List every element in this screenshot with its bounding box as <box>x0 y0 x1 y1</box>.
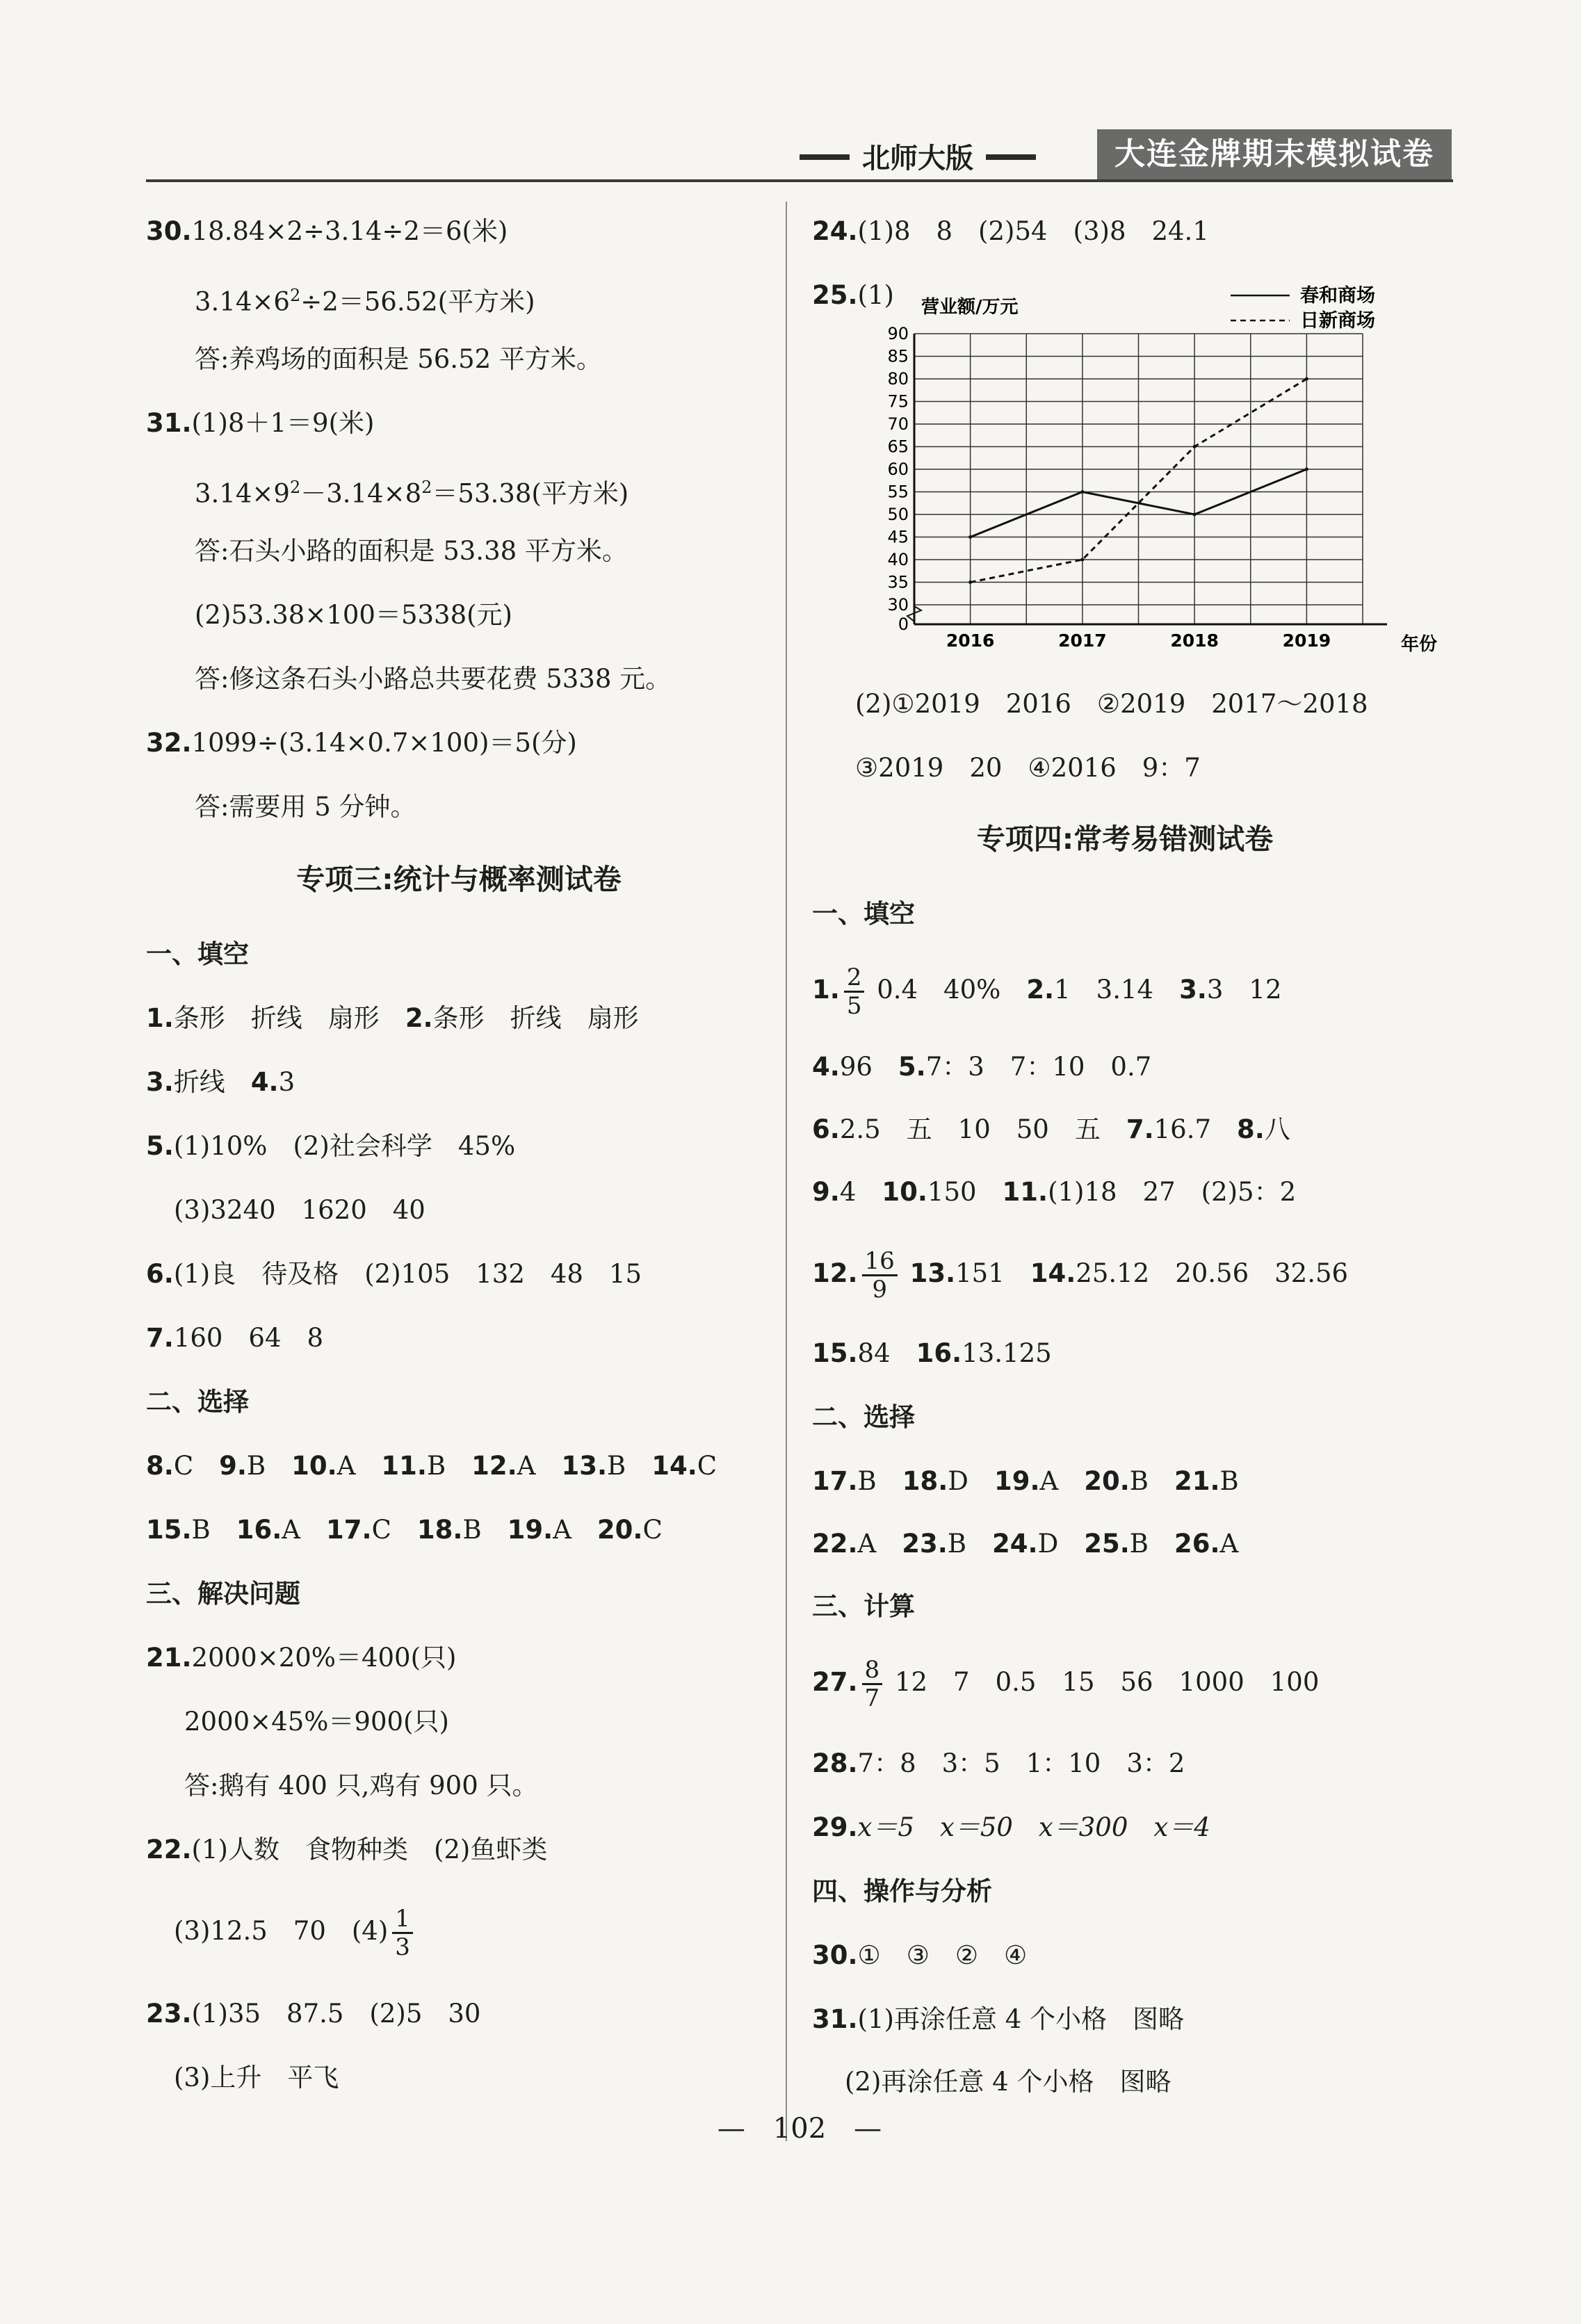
q30r-line <box>812 1938 1027 1973</box>
s4-ans14: 25.12 20.56 32.56 <box>1076 1258 1349 1288</box>
s4-part3-heading: 三、计算 <box>812 1591 915 1621</box>
q31-text1: (1)8＋1＝9(米) <box>191 408 375 438</box>
s3-num4: 4. <box>250 1067 279 1097</box>
q32-answer: 答:需要用 5 分钟。 <box>195 792 416 822</box>
s3-num5: 5. <box>146 1131 174 1161</box>
edition-bar-right <box>986 154 1036 160</box>
s4-ans8: 八 <box>1264 1114 1290 1144</box>
s4-ans11: (1)18 27 (2)5：2 <box>1048 1177 1297 1207</box>
q24-text: (1)8 8 (2)54 (3)8 24.1 <box>857 216 1209 246</box>
s3c1-ans-2: A <box>337 1451 382 1481</box>
q29-number: 29. <box>812 1812 858 1842</box>
s4-ans10: 150 <box>927 1177 1003 1207</box>
q31r-line2: (2)再涂任意 4 个小格 图略 <box>845 2067 1171 2097</box>
q23-line2: (3)上升 平飞 <box>174 2063 339 2093</box>
q31-l2sup2: 2 <box>421 478 432 497</box>
s4-ans15: 84 <box>857 1338 916 1368</box>
s4-num5: 5. <box>898 1052 926 1082</box>
ytick-40: 40 <box>887 550 909 569</box>
s4-num2: 2. <box>1026 975 1055 1005</box>
s4c2-num-2: 24. <box>992 1529 1038 1559</box>
q31-l2sup1: 2 <box>289 478 301 497</box>
ytick-80: 80 <box>887 369 909 389</box>
s3c1-num-4: 12. <box>471 1451 517 1481</box>
q21-line1 <box>146 1641 456 1675</box>
ytick-55: 55 <box>887 482 909 502</box>
q30r-text: ① ③ ② ④ <box>857 1940 1028 1970</box>
q25-line3: ③2019 20 ④2016 9：7 <box>855 753 1201 783</box>
s3c2-ans-0: B <box>191 1515 236 1545</box>
q30-l2a: 3.14×6 <box>195 286 290 317</box>
q30-l2b: ÷2＝56.52(平方米) <box>300 286 535 317</box>
q22-text2: (3)12.5 70 (4) <box>174 1916 389 1946</box>
s4c1-num-2: 19. <box>994 1466 1040 1496</box>
s3c1-ans-6: C <box>697 1451 743 1481</box>
s3-fill-line4: (3)3240 1620 40 <box>174 1195 425 1225</box>
s3c2-num-2: 17. <box>326 1515 372 1545</box>
s4-q12-frac-den: 9 <box>872 1276 887 1303</box>
ytick-30: 30 <box>887 595 909 615</box>
series-1-point-0 <box>968 580 972 584</box>
s4c2-ans-2: D <box>1037 1529 1085 1559</box>
q21-line2: 2000×45%＝900(只) <box>184 1707 449 1737</box>
ytick-90: 90 <box>887 324 909 343</box>
s4-ans1: 0.4 40% <box>877 975 1027 1005</box>
s3-ans3: 折线 <box>173 1067 251 1097</box>
q27-text: 12 7 0.5 15 56 1000 100 <box>894 1667 1320 1697</box>
s4-q1-frac-den: 5 <box>846 992 862 1020</box>
s4-ans16: 13.125 <box>962 1338 1052 1368</box>
q30-text1: 18.84×2÷3.14÷2＝6(米) <box>191 216 508 246</box>
q31-l2b: －3.14×8 <box>300 478 422 509</box>
q30r-number: 30. <box>812 1940 858 1970</box>
s4c2-num-4: 26. <box>1174 1529 1220 1559</box>
q27-fraction <box>862 1657 883 1712</box>
s4-num15: 15. <box>812 1338 858 1368</box>
s4-part4-heading: 四、操作与分析 <box>812 1876 992 1906</box>
series-0-point-1 <box>1080 490 1084 494</box>
chart-axes <box>907 334 1387 624</box>
s3c1-num-5: 13. <box>561 1451 607 1481</box>
edition-bar-left <box>800 154 850 160</box>
q31-number: 31. <box>146 408 192 438</box>
series-0-point-2 <box>1193 513 1197 517</box>
s4-ans4: 96 <box>839 1052 898 1082</box>
ytick-65: 65 <box>887 437 909 457</box>
s4c2-num-0: 22. <box>812 1529 858 1559</box>
s3c2-num-1: 16. <box>236 1515 282 1545</box>
s4-part2-heading: 二、选择 <box>812 1402 915 1432</box>
s4-num11: 11. <box>1002 1177 1048 1207</box>
q28-number: 28. <box>812 1748 858 1778</box>
s4-num14: 14. <box>1030 1258 1076 1288</box>
s4-num9: 9. <box>812 1177 840 1207</box>
xtick-2018: 2018 <box>1170 631 1219 651</box>
chart-ylabel: 营业额/万元 <box>921 297 1019 318</box>
s3-fill-line5 <box>146 1257 642 1292</box>
q28-text: 7：8 3：5 1：10 3：2 <box>857 1748 1185 1778</box>
chart-xlabel: 年份 <box>1401 634 1438 655</box>
s4-fill-line2 <box>812 1050 1151 1084</box>
ytick-0: 0 <box>898 615 909 634</box>
s3c2-ans-5: C <box>642 1515 688 1545</box>
series-0-point-0 <box>968 535 972 539</box>
q30-l2sup: 2 <box>289 286 301 305</box>
q31r-line1 <box>812 2002 1184 2037</box>
s3-fill-line1 <box>146 1001 639 1036</box>
s4-q12-fraction <box>862 1248 898 1303</box>
s4c2-num-3: 25. <box>1084 1529 1130 1559</box>
s3-num3: 3. <box>146 1067 174 1097</box>
s3c1-num-2: 10. <box>291 1451 337 1481</box>
s4c2-ans-3: B <box>1129 1529 1174 1559</box>
q27-line <box>812 1655 1319 1712</box>
s4-fill-line4 <box>812 1175 1296 1210</box>
q22-line2 <box>174 1903 417 1960</box>
s3c2-num-4: 19. <box>507 1515 553 1545</box>
s3-num1: 1. <box>146 1003 174 1033</box>
sales-line-chart <box>852 264 1443 660</box>
edition-label <box>800 133 1036 175</box>
s4c1-ans-3: B <box>1129 1466 1174 1496</box>
q22-fraction <box>392 1905 413 1960</box>
q22-text1: (1)人数 食物种类 (2)鱼虾类 <box>191 1835 548 1864</box>
s4-fill-line5 <box>812 1246 1348 1303</box>
s3c2-ans-3: B <box>462 1515 508 1545</box>
s3c1-num-3: 11. <box>381 1451 427 1481</box>
chart-yticks <box>887 324 909 634</box>
series-0-point-3 <box>1305 468 1308 471</box>
q31-answer2: 答:修这条石头小路总共要花费 5338 元。 <box>195 664 672 694</box>
s3-num6: 6. <box>146 1259 174 1289</box>
q27-frac-den: 7 <box>864 1684 880 1712</box>
s4c1-num-1: 18. <box>902 1466 948 1496</box>
q23-number: 23. <box>146 1999 192 2029</box>
ytick-60: 60 <box>887 460 909 479</box>
s4c2-num-1: 23. <box>902 1529 948 1559</box>
q31-line4: (2)53.38×100＝5338(元) <box>195 600 512 630</box>
series-1-point-1 <box>1080 558 1084 562</box>
s4c1-ans-0: B <box>857 1466 902 1496</box>
q31r-number: 31. <box>812 2004 858 2034</box>
q30-answer: 答:养鸡场的面积是 56.52 平方米。 <box>195 344 602 374</box>
s3-ans4: 3 <box>278 1067 295 1097</box>
s4-ans6: 2.5 五 10 50 五 <box>839 1114 1126 1144</box>
s4-fill-line3 <box>812 1112 1290 1147</box>
s3c1-num-1: 9. <box>219 1451 247 1481</box>
q23-text1: (1)35 87.5 (2)5 30 <box>191 1999 481 2029</box>
s3c2-ans-1: A <box>282 1515 327 1545</box>
q25-number: 25. <box>812 280 858 310</box>
s4c1-ans-2: A <box>1039 1466 1085 1496</box>
series-1-point-2 <box>1193 445 1197 448</box>
s3-ans2: 条形 折线 扇形 <box>432 1003 639 1033</box>
page-number: — 102 — <box>717 2113 882 2145</box>
s3c1-ans-5: B <box>607 1451 652 1481</box>
s3c2-num-3: 18. <box>416 1515 463 1545</box>
s4-num16: 16. <box>916 1338 962 1368</box>
s4c2-ans-1: B <box>947 1529 993 1559</box>
s4-num3: 3. <box>1179 975 1207 1005</box>
legend-label-1: 日新商场 <box>1300 310 1375 332</box>
s4-fill-line1 <box>812 962 1282 1019</box>
section3-title: 专项三:统计与概率测试卷 <box>296 863 622 896</box>
q31-answer1: 答:石头小路的面积是 53.38 平方米。 <box>195 536 628 566</box>
s4-num12: 12. <box>812 1258 858 1288</box>
s4-q1-frac-num: 2 <box>844 964 865 993</box>
ytick-45: 45 <box>887 527 909 547</box>
q31-l2c: ＝53.38(平方米) <box>432 478 629 509</box>
xtick-2016: 2016 <box>946 631 995 651</box>
s4-num10: 10. <box>882 1177 927 1207</box>
s4c2-ans-0: A <box>857 1529 902 1559</box>
s4-choice-row1 <box>812 1464 1265 1499</box>
s3c1-ans-3: B <box>426 1451 472 1481</box>
book-title: 大连金牌期末模拟试卷 <box>1097 129 1452 179</box>
s3c2-ans-2: C <box>371 1515 417 1545</box>
s3c1-num-6: 14. <box>651 1451 697 1481</box>
s4-num4: 4. <box>812 1052 840 1082</box>
s4-q1-fraction <box>844 964 865 1019</box>
q23-line1 <box>146 1997 480 2031</box>
q31-line2 <box>195 470 629 511</box>
q30-line2 <box>195 278 535 319</box>
xtick-2017: 2017 <box>1058 631 1107 651</box>
ytick-50: 50 <box>887 505 909 524</box>
s3-ans6: (1)良 待及格 (2)105 132 48 15 <box>173 1259 642 1289</box>
q30-line1 <box>146 214 508 249</box>
q31-line1 <box>146 406 374 441</box>
s4-ans3: 3 12 <box>1206 975 1282 1005</box>
q25-line2: (2)①2019 2016 ②2019 2017～2018 <box>855 689 1368 719</box>
s3c2-num-0: 15. <box>146 1515 192 1545</box>
q21-text1: 2000×20%＝400(只) <box>191 1643 457 1673</box>
s4-part1-heading: 一、填空 <box>812 899 915 929</box>
s3c2-num-5: 20. <box>597 1515 643 1545</box>
q29-line <box>812 1810 1210 1845</box>
s3-fill-line6 <box>146 1321 323 1356</box>
s4-num6: 6. <box>812 1114 840 1144</box>
ytick-85: 85 <box>887 346 909 366</box>
s4c1-num-0: 17. <box>812 1466 858 1496</box>
q30-number: 30. <box>146 216 192 246</box>
s4-ans2: 1 3.14 <box>1054 975 1180 1005</box>
s4-ans5: 7：3 7：10 0.7 <box>925 1052 1152 1082</box>
q22-frac-den: 3 <box>395 1933 410 1961</box>
s4-num13: 13. <box>909 1258 956 1288</box>
q32-line1 <box>146 726 577 761</box>
s4c1-num-4: 21. <box>1174 1466 1220 1496</box>
ytick-75: 75 <box>887 391 909 412</box>
q21-number: 21. <box>146 1643 192 1673</box>
q22-number: 22. <box>146 1835 192 1864</box>
q32-text1: 1099÷(3.14×0.7×100)＝5(分) <box>191 728 577 758</box>
s4-ans7: 16.7 <box>1153 1114 1238 1144</box>
header-rule <box>146 179 1453 182</box>
s3-fill-line3 <box>146 1129 515 1164</box>
s3-part3-heading: 三、解决问题 <box>146 1579 300 1609</box>
s4-ans13: 151 <box>955 1258 1030 1288</box>
q32-number: 32. <box>146 728 192 758</box>
q28-line <box>812 1746 1185 1781</box>
s3-ans1: 条形 折线 扇形 <box>173 1003 405 1033</box>
q27-number: 27. <box>812 1667 858 1697</box>
s3-part2-heading: 二、选择 <box>146 1387 249 1417</box>
s3-fill-line2 <box>146 1065 295 1100</box>
chart-legend <box>1231 284 1375 332</box>
s4c1-ans-1: D <box>948 1466 994 1496</box>
q22-line1 <box>146 1833 547 1867</box>
s4-ans9: 4 <box>839 1177 882 1207</box>
s3-choice-row2 <box>146 1513 688 1547</box>
s4-num1: 1. <box>812 975 840 1005</box>
chart-xticks <box>946 631 1331 651</box>
q24-number: 24. <box>812 216 858 246</box>
s3c1-ans-0: C <box>173 1451 220 1481</box>
s3-ans7: 160 64 8 <box>173 1323 324 1353</box>
s4c2-ans-4: A <box>1219 1529 1265 1559</box>
s4-q12-frac-num: 16 <box>862 1248 898 1276</box>
edition-text: 北师大版 <box>862 143 973 174</box>
section4-title: 专项四:常考易错测试卷 <box>976 822 1274 856</box>
legend-label-0: 春和商场 <box>1300 285 1375 307</box>
ytick-70: 70 <box>887 414 909 434</box>
s3c1-ans-4: A <box>517 1451 562 1481</box>
s4-num7: 7. <box>1126 1114 1154 1144</box>
q21-answer: 答:鹅有 400 只,鸡有 900 只。 <box>184 1771 538 1801</box>
q31r-text1: (1)再涂任意 4 个小格 图略 <box>857 2004 1185 2034</box>
s3-choice-row1 <box>146 1449 743 1484</box>
q25-text: (1) <box>857 280 894 310</box>
s3-part1-heading: 一、填空 <box>146 939 249 969</box>
s3-num7: 7. <box>146 1323 174 1353</box>
s4c1-num-3: 20. <box>1084 1466 1130 1496</box>
s4c1-ans-4: B <box>1219 1466 1265 1496</box>
xtick-2019: 2019 <box>1282 631 1331 651</box>
s3-num2: 2. <box>405 1003 433 1033</box>
q29-text: x＝5 x＝50 x＝300 x＝4 <box>857 1812 1210 1842</box>
s3c2-ans-4: A <box>553 1515 597 1545</box>
column-divider <box>786 202 787 2141</box>
s3c1-num-0: 8. <box>146 1451 174 1481</box>
s3-ans5: (1)10% (2)社会科学 45% <box>173 1131 516 1161</box>
q24-line <box>812 214 1209 249</box>
s4-choice-row2 <box>812 1527 1264 1561</box>
s3c1-ans-1: B <box>246 1451 292 1481</box>
s4-fill-line6 <box>812 1336 1052 1371</box>
q22-frac-num: 1 <box>392 1905 413 1934</box>
s4-num8: 8. <box>1237 1114 1265 1144</box>
q31-l2a: 3.14×9 <box>195 478 290 509</box>
series-1-point-3 <box>1305 377 1308 381</box>
ytick-35: 35 <box>887 572 909 592</box>
q27-frac-num: 8 <box>862 1657 883 1685</box>
